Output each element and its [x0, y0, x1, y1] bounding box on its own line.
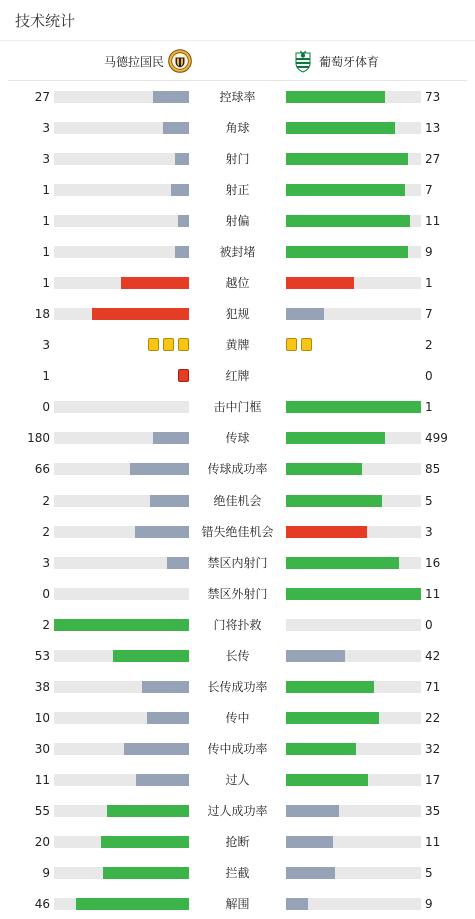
red-card-icon [178, 369, 189, 382]
away-value: 1 [425, 400, 433, 415]
away-value: 0 [425, 369, 433, 384]
away-bar-fill [286, 122, 395, 134]
home-value: 1 [42, 214, 50, 229]
stat-row [0, 391, 475, 422]
away-value: 7 [425, 183, 433, 198]
stat-row [0, 671, 475, 702]
away-bar-track [286, 867, 421, 879]
stat-label: 禁区内射门 [207, 555, 268, 570]
home-value: 0 [42, 586, 50, 601]
home-value: 27 [34, 90, 50, 104]
stat-row [0, 453, 475, 484]
away-value: 3 [425, 524, 433, 539]
away-bar-fill [286, 588, 421, 600]
home-team-name: 马德拉国民 [103, 54, 164, 69]
away-bar-track [286, 526, 421, 538]
away-bar-fill [286, 215, 410, 227]
stat-row [0, 609, 475, 640]
away-bar-fill [286, 836, 333, 848]
home-bar-track [54, 836, 189, 848]
stat-label: 被封堵 [219, 245, 256, 260]
away-bar-fill [286, 401, 421, 413]
home-value: 10 [34, 710, 50, 725]
away-bar-fill [286, 898, 308, 910]
home-cards [178, 369, 189, 383]
stat-row [0, 360, 475, 391]
away-bar-fill [286, 246, 408, 258]
away-bar-track [286, 774, 421, 786]
home-bar-fill [92, 308, 189, 320]
stat-label: 抢断 [225, 834, 250, 849]
yellow-card-icon [163, 338, 174, 351]
home-bar-fill [107, 805, 189, 817]
away-value: 17 [425, 772, 441, 787]
home-bar-track [54, 526, 189, 538]
away-bar-fill [286, 557, 399, 569]
away-bar-track [286, 743, 421, 755]
yellow-card-icon [286, 338, 297, 351]
away-bar-track [286, 495, 421, 507]
away-value: 5 [425, 493, 433, 508]
stat-label: 解围 [225, 897, 250, 912]
home-value: 1 [42, 369, 50, 384]
home-bar-fill [135, 526, 189, 538]
stat-row [0, 143, 475, 174]
home-value: 0 [42, 400, 50, 415]
home-bar-track [54, 588, 189, 600]
home-bar-fill [175, 246, 189, 258]
stat-label: 射正 [225, 183, 250, 198]
stat-label: 传中 [225, 710, 250, 725]
away-team-name: 葡萄牙体育 [319, 54, 380, 69]
home-bar-track [54, 246, 189, 258]
home-value: 66 [34, 462, 50, 477]
home-bar-fill [142, 681, 189, 693]
away-bar-fill [286, 308, 324, 320]
away-bar-fill [286, 277, 354, 289]
away-bar-track [286, 308, 421, 320]
yellow-card-icon [178, 338, 189, 351]
home-value: 3 [42, 555, 50, 570]
stat-label: 角球 [225, 121, 250, 136]
stat-row [0, 547, 475, 578]
home-bar-track [54, 650, 189, 662]
home-value: 38 [34, 679, 50, 694]
home-value: 2 [42, 617, 50, 632]
stat-row [0, 516, 475, 547]
home-bar-fill [178, 215, 189, 227]
stat-label: 错失绝佳机会 [201, 524, 274, 539]
home-bar-track [54, 184, 189, 196]
stat-label: 犯规 [225, 307, 250, 322]
home-value: 1 [42, 245, 50, 260]
away-bar-track [286, 246, 421, 258]
home-bar-fill [150, 495, 189, 507]
stat-row [0, 578, 475, 609]
home-bar-track [54, 215, 189, 227]
away-value: 1 [425, 276, 433, 291]
stats-header [0, 0, 475, 41]
away-bar-fill [286, 153, 408, 165]
away-value: 42 [425, 648, 441, 663]
away-bar-fill [286, 774, 368, 786]
away-bar-fill [286, 681, 374, 693]
home-bar-track [54, 712, 189, 724]
stat-row [0, 764, 475, 795]
away-value: 11 [425, 586, 441, 601]
away-value: 2 [425, 338, 433, 353]
home-bar-fill [113, 650, 189, 662]
home-bar-track [54, 898, 189, 910]
home-value: 53 [34, 648, 50, 663]
away-bar-fill [286, 526, 367, 538]
sporting-lion-crest-icon [291, 49, 315, 73]
home-bar-track [54, 91, 189, 103]
stat-label: 绝佳机会 [213, 493, 262, 508]
away-value: 11 [425, 214, 441, 229]
away-bar-track [286, 215, 421, 227]
home-value: 20 [34, 834, 50, 849]
home-bar-track [54, 619, 189, 631]
stat-row [0, 236, 475, 267]
away-value: 27 [425, 152, 441, 167]
stat-label: 红牌 [225, 369, 250, 384]
home-bar-track [54, 774, 189, 786]
stat-label: 拦截 [225, 866, 250, 880]
home-bar-fill [101, 836, 189, 848]
away-value: 13 [425, 121, 441, 136]
away-bar-track [286, 898, 421, 910]
home-bar-track [54, 495, 189, 507]
home-value: 9 [42, 866, 50, 880]
home-bar-fill [124, 743, 189, 755]
home-bar-fill [153, 432, 189, 444]
away-bar-track [286, 712, 421, 724]
home-value: 3 [42, 121, 50, 136]
stat-row [0, 733, 475, 764]
stat-label: 长传成功率 [207, 679, 268, 694]
stat-row [0, 422, 475, 453]
stat-row [0, 888, 475, 919]
stat-label: 射门 [225, 152, 250, 167]
stat-row [0, 640, 475, 671]
home-value: 55 [34, 803, 50, 818]
away-bar-fill [286, 495, 382, 507]
stat-label: 传球成功率 [207, 462, 268, 477]
away-bar-track [286, 650, 421, 662]
teams-row [8, 41, 467, 81]
yellow-card-icon [301, 338, 312, 351]
home-bar-fill [76, 898, 189, 910]
away-bar-track [286, 153, 421, 165]
home-value: 3 [42, 152, 50, 167]
home-bar-track [54, 867, 189, 879]
home-bar-track [54, 432, 189, 444]
away-bar-track [286, 836, 421, 848]
stat-row [0, 174, 475, 205]
away-value: 32 [425, 741, 441, 756]
away-bar-fill [286, 805, 339, 817]
stat-row [0, 857, 475, 888]
away-bar-fill [286, 463, 362, 475]
page-title: 技术统计 [15, 11, 76, 30]
away-bar-track [286, 401, 421, 413]
stat-row [0, 112, 475, 143]
stat-row [0, 267, 475, 298]
stat-label: 射偏 [225, 214, 250, 229]
away-value: 499 [425, 431, 448, 446]
home-cards [148, 338, 189, 352]
away-bar-track [286, 557, 421, 569]
away-bar-track [286, 277, 421, 289]
home-value: 1 [42, 183, 50, 198]
home-bar-track [54, 153, 189, 165]
stat-label: 控球率 [219, 90, 256, 104]
away-bar-fill [286, 712, 379, 724]
home-bar-track [54, 122, 189, 134]
home-value: 2 [42, 493, 50, 508]
away-bar-fill [286, 184, 405, 196]
home-value: 11 [34, 772, 50, 787]
home-bar-track [54, 743, 189, 755]
away-value: 11 [425, 834, 441, 849]
home-bar-fill [167, 557, 189, 569]
stat-label: 越位 [225, 276, 250, 291]
home-bar-track [54, 308, 189, 320]
away-bar-track [286, 91, 421, 103]
away-value: 5 [425, 866, 433, 880]
stat-row [0, 81, 475, 112]
home-bar-fill [175, 153, 189, 165]
away-bar-track [286, 463, 421, 475]
stat-label: 过人成功率 [207, 803, 268, 818]
stat-row [0, 485, 475, 516]
stat-label: 黄牌 [225, 338, 250, 353]
away-team[interactable] [291, 49, 379, 73]
home-bar-fill [130, 463, 189, 475]
home-value: 18 [34, 307, 50, 322]
home-team[interactable] [104, 49, 192, 73]
nacional-crest-icon [168, 49, 192, 73]
away-bar-fill [286, 867, 335, 879]
home-bar-fill [153, 91, 189, 103]
away-bar-track [286, 681, 421, 693]
home-bar-fill [147, 712, 189, 724]
home-value: 1 [42, 276, 50, 291]
away-value: 7 [425, 307, 433, 322]
stat-label: 传中成功率 [207, 741, 268, 756]
away-value: 22 [425, 710, 441, 725]
away-bar-track [286, 122, 421, 134]
away-bar-track [286, 619, 421, 631]
stat-label: 长传 [225, 648, 250, 663]
away-bar-track [286, 432, 421, 444]
home-bar-fill [121, 277, 189, 289]
away-cards [286, 338, 312, 352]
away-value: 85 [425, 462, 441, 477]
yellow-card-icon [148, 338, 159, 351]
home-value: 2 [42, 524, 50, 539]
stat-label: 传球 [225, 431, 250, 446]
away-bar-fill [286, 743, 356, 755]
away-value: 16 [425, 555, 441, 570]
home-bar-track [54, 557, 189, 569]
home-bar-track [54, 401, 189, 413]
away-value: 9 [425, 245, 433, 260]
stat-row [0, 702, 475, 733]
home-bar-fill [136, 774, 189, 786]
away-value: 35 [425, 803, 441, 818]
home-bar-track [54, 805, 189, 817]
away-bar-track [286, 805, 421, 817]
home-bar-track [54, 463, 189, 475]
away-bar-fill [286, 432, 385, 444]
home-bar-fill [103, 867, 189, 879]
stat-label: 门将扑救 [213, 617, 262, 632]
away-value: 73 [425, 90, 441, 104]
home-value: 30 [34, 741, 50, 756]
stat-row [0, 205, 475, 236]
stat-row [0, 329, 475, 360]
home-value: 180 [27, 431, 50, 446]
away-value: 9 [425, 897, 433, 912]
away-bar-fill [286, 650, 345, 662]
stat-row [0, 795, 475, 826]
home-bar-fill [163, 122, 189, 134]
away-value: 0 [425, 617, 433, 632]
home-value: 46 [34, 897, 50, 912]
home-bar-fill [171, 184, 189, 196]
away-bar-track [286, 184, 421, 196]
home-bar-track [54, 277, 189, 289]
home-bar-track [54, 681, 189, 693]
stat-row [0, 826, 475, 857]
home-value: 3 [42, 338, 50, 353]
away-bar-fill [286, 91, 385, 103]
away-bar-track [286, 588, 421, 600]
home-bar-fill [54, 619, 189, 631]
stat-label: 过人 [225, 772, 250, 787]
stat-row [0, 298, 475, 329]
stat-label: 击中门框 [213, 400, 262, 415]
away-value: 71 [425, 679, 441, 694]
stat-label: 禁区外射门 [207, 586, 268, 601]
